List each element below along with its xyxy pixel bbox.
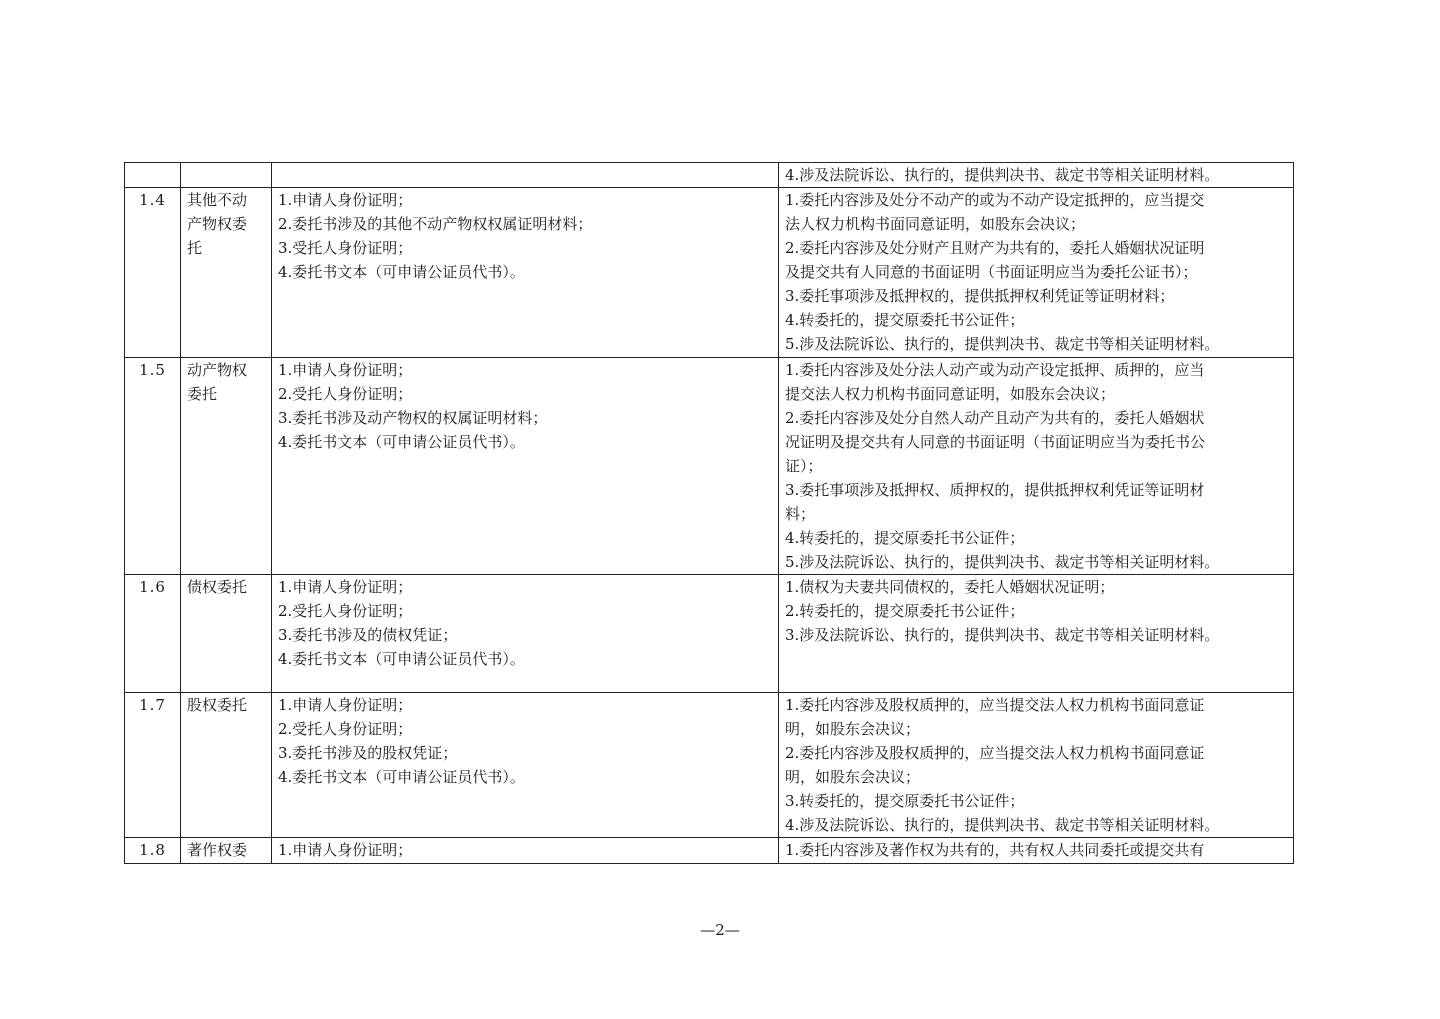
item-number: 1.7: [139, 696, 166, 714]
required-materials-cell: [272, 358, 779, 575]
material-item: 3.委托书涉及的股权凭证；: [278, 744, 458, 762]
required-materials-cell: [272, 693, 779, 838]
table-row: [125, 188, 1294, 358]
note-item: 法人权力机构书面同意证明，如股东会决议；: [785, 215, 1086, 233]
required-materials-cell: [272, 188, 779, 358]
note-item: 3.委托事项涉及抵押权的，提供抵押权利凭证等证明材料；: [785, 287, 1175, 305]
table-row: [125, 163, 1294, 188]
note-item: 3.涉及法院诉讼、执行的，提供判决书、裁定书等相关证明材料。: [785, 626, 1220, 644]
item-number-cell: [125, 693, 181, 838]
note-item: 1.债权为夫妻共同债权的，委托人婚姻状况证明；: [785, 578, 1115, 596]
note-item: 明，如股东会决议；: [785, 720, 921, 738]
material-item: 1.申请人身份证明；: [278, 361, 413, 379]
material-item: 2.受托人身份证明；: [278, 385, 413, 403]
table-row: [125, 838, 1294, 864]
note-item: 3.转委托的，提交原委托书公证件；: [785, 792, 1025, 810]
requirements-table: [124, 162, 1294, 864]
item-name-line: 著作权委: [187, 841, 248, 859]
required-materials-cell: [272, 838, 779, 864]
material-item: 4.委托书文本（可申请公证员代书）。: [278, 650, 525, 668]
material-item: 2.受托人身份证明；: [278, 602, 413, 620]
note-item: 2.委托内容涉及股权质押的，应当提交法人权力机构书面同意证: [785, 744, 1205, 762]
material-item: 3.受托人身份证明；: [278, 239, 413, 257]
item-number-cell: [125, 163, 181, 188]
item-name-cell: [181, 188, 272, 358]
page-number: —2—: [700, 921, 740, 939]
note-item: 2.转委托的，提交原委托书公证件；: [785, 602, 1025, 620]
item-name-cell: [181, 838, 272, 864]
note-item: 1.委托内容涉及处分不动产的或为不动产设定抵押的，应当提交: [785, 191, 1205, 209]
material-item: 4.委托书文本（可申请公证员代书）。: [278, 768, 525, 786]
item-number-cell: [125, 188, 181, 358]
note-item: 2.委托内容涉及处分财产且财产为共有的，委托人婚姻状况证明: [785, 239, 1205, 257]
material-item: 1.申请人身份证明；: [278, 696, 413, 714]
item-number: 1.4: [139, 191, 166, 209]
note-item: 4.转委托的，提交原委托书公证件；: [785, 529, 1025, 547]
material-item: 1.申请人身份证明；: [278, 191, 413, 209]
item-name-line: 委托: [187, 385, 218, 403]
table-body: [125, 163, 1294, 864]
item-name-cell: [181, 693, 272, 838]
material-item: 3.委托书涉及动产物权的权属证明材料；: [278, 409, 548, 427]
item-name-line: 产物权委: [187, 215, 248, 233]
note-item: 1.委托内容涉及著作权为共有的，共有权人共同委托或提交共有: [785, 841, 1205, 859]
required-materials-cell: [272, 163, 779, 188]
table-row: [125, 575, 1294, 693]
note-item: 5.涉及法院诉讼、执行的，提供判决书、裁定书等相关证明材料。: [785, 553, 1220, 571]
table-row: [125, 693, 1294, 838]
note-item: 3.委托事项涉及抵押权、质押权的，提供抵押权利凭证等证明材: [785, 481, 1205, 499]
item-number: 1.6: [139, 578, 166, 596]
item-name-line: 其他不动: [187, 191, 248, 209]
item-name-cell: [181, 163, 272, 188]
material-item: 2.委托书涉及的其他不动产物权权属证明材料；: [278, 215, 593, 233]
material-item: 2.受托人身份证明；: [278, 720, 413, 738]
material-item: 1.申请人身份证明；: [278, 578, 413, 596]
additional-notes-cell: [779, 358, 1294, 575]
required-materials-cell: [272, 575, 779, 693]
note-item: 况证明及提交共有人同意的书面证明（书面证明应当为委托书公: [785, 433, 1206, 451]
item-number: 1.5: [139, 361, 166, 379]
note-item: 5.涉及法院诉讼、执行的，提供判决书、裁定书等相关证明材料。: [785, 335, 1220, 353]
note-item: 1.委托内容涉及股权质押的，应当提交法人权力机构书面同意证: [785, 696, 1205, 714]
note-item: 4.涉及法院诉讼、执行的，提供判决书、裁定书等相关证明材料。: [785, 166, 1220, 184]
table-row: [125, 358, 1294, 575]
note-item: 4.涉及法院诉讼、执行的，提供判决书、裁定书等相关证明材料。: [785, 816, 1220, 834]
note-item: 及提交共有人同意的书面证明（书面证明应当为委托公证书）；: [785, 263, 1198, 281]
item-name-cell: [181, 358, 272, 575]
additional-notes-cell: [779, 838, 1294, 864]
additional-notes-cell: [779, 188, 1294, 358]
item-number: 1.8: [139, 841, 166, 859]
item-name-line: 托: [187, 239, 203, 257]
item-name-line: 债权委托: [187, 578, 248, 596]
additional-notes-cell: [779, 575, 1294, 693]
additional-notes-cell: [779, 693, 1294, 838]
material-item: 1.申请人身份证明；: [278, 841, 413, 859]
note-item: 1.委托内容涉及处分法人动产或为动产设定抵押、质押的，应当: [785, 361, 1205, 379]
note-item: 证）；: [785, 457, 823, 475]
item-number-cell: [125, 358, 181, 575]
item-number-cell: [125, 838, 181, 864]
material-item: 4.委托书文本（可申请公证员代书）。: [278, 433, 525, 451]
note-item: 提交法人权力机构书面同意证明，如股东会决议；: [785, 385, 1116, 403]
note-item: 2.委托内容涉及处分自然人动产且动产为共有的，委托人婚姻状: [785, 409, 1205, 427]
item-name-cell: [181, 575, 272, 693]
note-item: 料；: [785, 505, 816, 523]
item-number-cell: [125, 575, 181, 693]
material-item: 4.委托书文本（可申请公证员代书）。: [278, 263, 525, 281]
note-item: 明，如股东会决议；: [785, 768, 921, 786]
item-name-line: 股权委托: [187, 696, 248, 714]
material-item: 3.委托书涉及的债权凭证；: [278, 626, 458, 644]
item-name-line: 动产物权: [187, 361, 248, 379]
note-item: 4.转委托的，提交原委托书公证件；: [785, 311, 1025, 329]
additional-notes-cell: [779, 163, 1294, 188]
